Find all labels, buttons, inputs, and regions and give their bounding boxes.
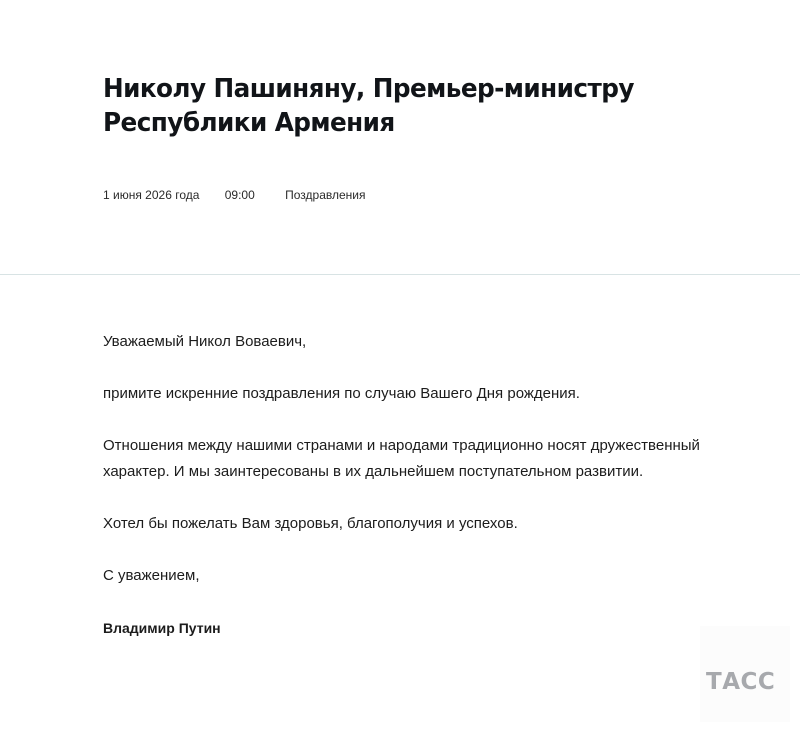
greeting-paragraph: Уважаемый Никол Воваевич, — [103, 333, 307, 350]
article-header — [0, 0, 800, 275]
publication-time: 09:00 — [224, 188, 255, 202]
article-meta — [103, 187, 365, 203]
relations-paragraph: Отношения между нашими странами и народами традиционно носят дружественный характер. И мы заинтересованы в их дальнейшем поступательном развитии. — [103, 437, 700, 480]
congratulation-paragraph: примите искренние поздравления по случаю Вашего Дня рождения. — [103, 385, 580, 402]
category-link[interactable]: Поздравления — [285, 188, 366, 202]
publication-date: 1 июня 2026 года — [103, 188, 200, 202]
closing-paragraph: С уважением, — [103, 567, 200, 584]
wishes-paragraph: Хотел бы пожелать Вам здоровья, благополучия и успехов. — [103, 515, 518, 532]
page-title: Николу Пашиняну, Премьер-министру Республики Армения — [103, 74, 634, 138]
article-body — [103, 329, 723, 667]
signature: Владимир Путин — [103, 620, 221, 636]
tass-logo: ТАСС — [706, 669, 776, 695]
